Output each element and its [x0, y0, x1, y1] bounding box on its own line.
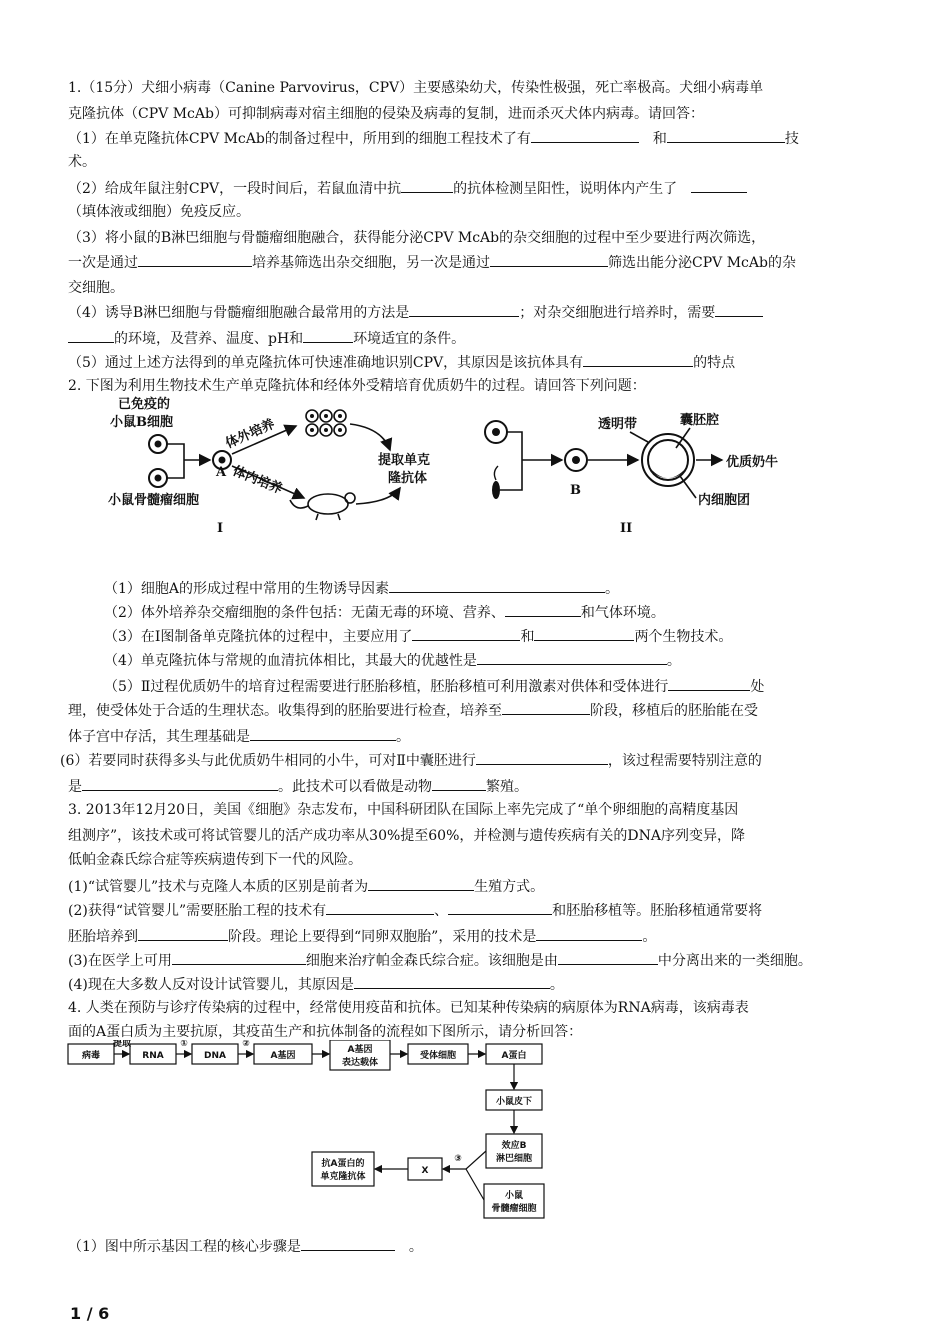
fc-gene-a: A基因 [270, 1051, 296, 1061]
q2-sub6-cont: 是 。此技术可以看做是动物 繁殖。 [68, 776, 888, 797]
q3-line-2: 组测序”，该技术或可将试管婴儿的活产成功率从30%提至60%，并检测与遗传疾病有关的DNA序列变异，降 [68, 828, 745, 844]
q1-line-2: 克隆抗体（CPV McAb）可抑制病毒对宿主细胞的侵染及病毒的复制，进而杀灭犬体内病毒。请回答： [68, 106, 704, 122]
q4-line-2: 面的A蛋白质为主要抗原，其疫苗生产和抗体制备的流程如下图所示，请分析回答： [68, 1024, 583, 1040]
fc-b-cell-1: 效应B [501, 1141, 527, 1151]
fc-myeloma-2: 骨髓瘤细胞 [491, 1204, 537, 1214]
q2-sub4: （4）单克隆抗体与常规的血清抗体相比，其最大的优越性是 。 [104, 650, 924, 671]
fc-host: 受体细胞 [419, 1051, 457, 1061]
fig1-cell-cluster [306, 410, 346, 436]
fig1-in-vitro-label: 体外培养 [223, 416, 278, 452]
q3-sub3: (3)在医学上可用 细胞来治疗帕金森氏综合症。该细胞是由 中分离出来的一类细胞。 [68, 950, 888, 971]
q2-sub1: （1）细胞A的形成过程中常用的生物诱导因素 。 [104, 578, 924, 599]
fig2-node-b: B [570, 483, 581, 498]
q1-sub3-end: 交细胞。 [68, 280, 124, 296]
q1-sub1-cont: 术。 [68, 154, 96, 170]
q2-intro: 2. 下图为利用生物技术生产单克隆抗体和经体外受精培育优质奶牛的过程。请回答下列问题： [68, 378, 646, 394]
fc-extract: 提取 [112, 1040, 132, 1049]
fc-rna: RNA [142, 1051, 164, 1061]
fc-virus: 病毒 [81, 1051, 101, 1061]
q1-sub3-cont: 一次是通过 培养基筛选出杂交细胞，另一次是通过 筛选出能分泌CPV McAb的杂 [68, 252, 888, 273]
fig2-cow-label: 优质奶牛 [726, 455, 779, 470]
fig1-roman: I [217, 521, 224, 536]
figure-vaccine-flowchart [66, 1040, 566, 1226]
figure-ivf-cow [470, 408, 830, 536]
fc-myeloma-1: 小鼠 [504, 1191, 524, 1201]
fc-antibody-2: 单克隆抗体 [320, 1172, 366, 1182]
q2-sub6: (6）若要同时获得多头与此优质奶牛相同的小牛，可对Ⅱ中囊胚进行 ，该过程需要特别注意的 [60, 750, 880, 771]
fc-antibody-1: 抗A蛋白的 [321, 1159, 365, 1169]
q1-sub4-cont: 的环境，及营养、温度、pH和 环境适宜的条件。 [68, 328, 888, 349]
q3-sub4: (4)现在大多数人反对设计试管婴儿，其原因是 。 [68, 974, 888, 995]
fig1-bcell-label-2: 小鼠B细胞 [110, 415, 173, 430]
q2-sub2: （2）体外培养杂交瘤细胞的条件包括：无菌无毒的环境、营养、 和气体环境。 [104, 602, 924, 623]
figure-monoclonal-antibody [100, 392, 500, 540]
q1-sub2: （2）给成年鼠注射CPV，一段时间后，若鼠血清中抗 的抗体检测呈阳性，说明体内产生了 [68, 178, 888, 199]
fc-step1: ① [180, 1040, 188, 1049]
q1-sub3: （3）将小鼠的B淋巴细胞与骨髓瘤细胞融合，获得能分泌CPV McAb的杂交细胞的过程中至少要进行两次筛选， [68, 230, 766, 246]
fig1-in-vivo-label: 体内培养 [230, 463, 285, 498]
fc-protein-a: A蛋白 [501, 1051, 527, 1061]
fc-step3: ③ [454, 1154, 462, 1164]
fc-b-cell-2: 淋巴细胞 [495, 1154, 533, 1164]
fig2-roman: II [620, 521, 633, 536]
q1-sub4: （4）诱导B淋巴细胞与骨髓瘤细胞融合最常用的方法是 ；对杂交细胞进行培养时，需要 [68, 302, 888, 323]
fig2-zona-label: 透明带 [598, 417, 638, 432]
q4-line-1: 4. 人类在预防与诊疗传染病的过程中，经常使用疫苗和抗体。已知某种传染病的病原体为RNA病毒，该病毒表 [68, 1000, 749, 1016]
q3-sub2: (2)获得“试管婴儿”需要胚胎工程的技术有 、 和胚胎移植等。胚胎移植通常要将 [68, 900, 888, 921]
q1-sub5: （5）通过上述方法得到的单克隆抗体可快速准确地识别CPV，其原因是该抗体具有 的特点 [68, 352, 888, 373]
fig2-blastocoel-label: 囊胚腔 [680, 413, 720, 428]
fc-x: X [421, 1166, 429, 1176]
q2-sub5: （5）Ⅱ过程优质奶牛的培育过程需要进行胚胎移植，胚胎移植可利用激素对供体和受体进行 处 [104, 676, 924, 697]
q1-line-1: 1.（15分）犬细小病毒（Canine Parvovirus，CPV）主要感染幼犬，传染性极强，死亡率极高。犬细小病毒单 [68, 80, 764, 96]
q3-sub2-cont: 胚胎培养到 阶段。理论上要得到“同卵双胞胎”，采用的技术是 。 [68, 926, 888, 947]
fig1-extract-label-1: 提取单克 [378, 453, 431, 468]
fig2-icm-label: 内细胞团 [698, 493, 751, 508]
fc-step2: ② [242, 1040, 250, 1049]
q3-line-3: 低帕金森氏综合症等疾病遗传到下一代的风险。 [68, 852, 362, 868]
q1-sub2-cont: （填体液或细胞）免疫反应。 [68, 204, 250, 220]
fig1-extract-label-2: 隆抗体 [388, 471, 428, 486]
q3-sub1: (1)“试管婴儿”技术与克隆人本质的区别是前者为 生殖方式。 [68, 876, 888, 897]
q1-sub1: （1）在单克隆抗体CPV McAb的制备过程中，所用到的细胞工程技术了有 和 技 [68, 128, 888, 149]
fc-vector-1: A基因 [347, 1045, 373, 1055]
q3-line-1: 3. 2013年12月20日，美国《细胞》杂志发布，中国科研团队在国际上率先完成了“单个卵细胞的高精度基因 [68, 802, 739, 818]
fc-dna: DNA [204, 1051, 226, 1061]
fig2-sperm [492, 481, 500, 499]
fig1-mouse-icon [290, 493, 355, 520]
q2-sub5-end: 体子宫中存活，其生理基础是 。 [68, 726, 888, 747]
q2-sub3: （3）在Ⅰ图制备单克隆抗体的过程中，主要应用了 和 两个生物技术。 [104, 626, 924, 647]
fc-inject: 小鼠皮下 [495, 1097, 533, 1107]
fc-vector-2: 表达载体 [341, 1058, 379, 1068]
fig1-node-a: A [216, 465, 227, 480]
fig2-blastocyst [642, 434, 694, 486]
fig1-myeloma-label: 小鼠骨髓瘤细胞 [108, 493, 200, 508]
q2-sub5-cont: 理，使受体处于合适的生理状态。收集得到的胚胎要进行检查，培养至 阶段，移植后的胚胎能在受 [68, 700, 888, 721]
q4-sub1: （1）图中所示基因工程的核心步骤是 。 [68, 1236, 888, 1257]
page-number: 1 / 6 [70, 1304, 110, 1323]
fig1-bcell-label-1: 已免疫的 [118, 397, 171, 412]
